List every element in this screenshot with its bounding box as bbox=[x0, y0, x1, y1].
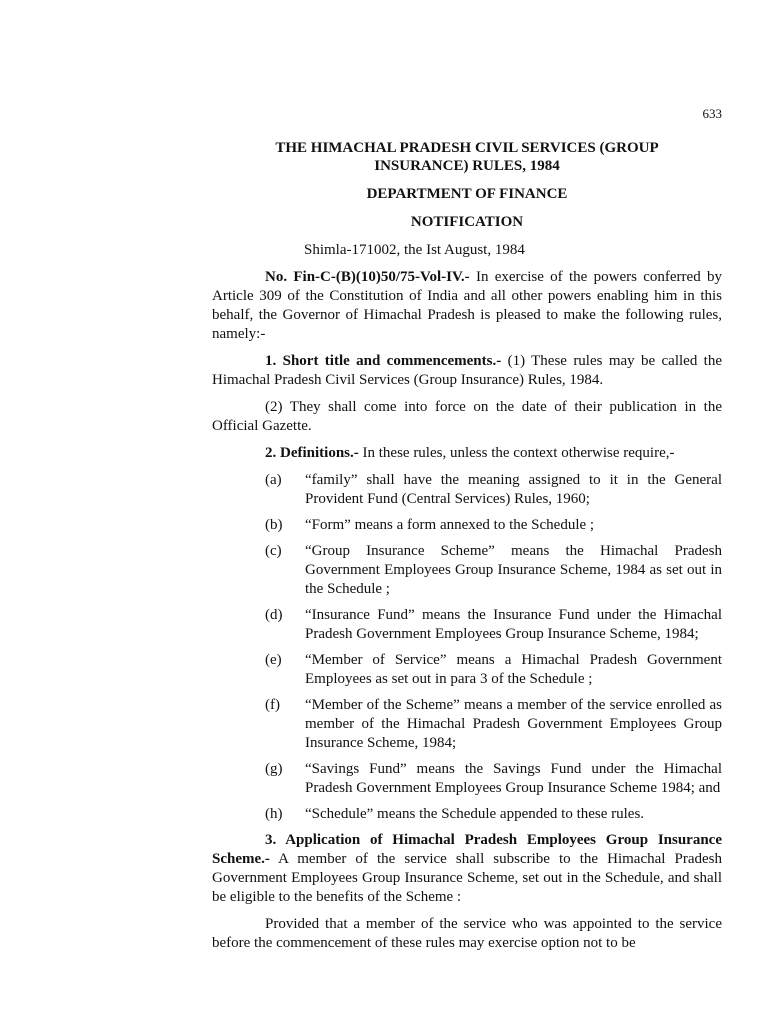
title-line-2: INSURANCE) RULES, 1984 bbox=[374, 158, 560, 174]
rule-2-paragraph bbox=[212, 444, 722, 463]
definition-item bbox=[212, 760, 722, 798]
rule-2-heading: 2. Definitions.- bbox=[265, 445, 359, 461]
clause-text: “family” shall have the meaning assigned to it in the General Provident Fund (Central Services) Rules, 1960; bbox=[305, 472, 722, 507]
definition-item bbox=[212, 516, 722, 535]
preamble-text: In exercise of the powers conferred by Article 309 of the Constitution of India and all other powers enabling him in this behalf, the Governor of Himachal Pradesh is pleased to make the following rules, namely:- bbox=[212, 269, 723, 342]
clause-marker: (e) bbox=[265, 652, 282, 668]
definition-item bbox=[212, 651, 722, 689]
page-content bbox=[212, 104, 722, 961]
clause-text: “Member of the Scheme” means a member of the service enrolled as member of the Himachal Pradesh Government Employees Group Insurance Scheme, 1984; bbox=[305, 697, 722, 751]
rule-3-heading: 3. Application of Himachal Pradesh Employees Group Insurance Scheme.- bbox=[212, 832, 722, 867]
rule-1-heading: 1. Short title and commencements.- bbox=[265, 353, 502, 369]
rule-1-paragraph bbox=[212, 352, 722, 390]
clause-marker: (b) bbox=[265, 517, 283, 533]
rule-2-text: In these rules, unless the context otherwise require,- bbox=[358, 445, 675, 461]
dateline: Shimla-171002, the Ist August, 1984 bbox=[304, 242, 525, 258]
definition-item bbox=[212, 542, 722, 599]
clause-marker: (g) bbox=[265, 761, 283, 777]
clause-marker: (h) bbox=[265, 806, 283, 822]
definition-item bbox=[212, 805, 722, 824]
clause-text: “Member of Service” means a Himachal Pradesh Government Employees as set out in para 3 of the Schedule ; bbox=[305, 652, 722, 687]
title-line-1: THE HIMACHAL PRADESH CIVIL SERVICES (GROUP bbox=[275, 140, 659, 156]
preamble-paragraph bbox=[212, 268, 722, 344]
rule-3-proviso: Provided that a member of the service who was appointed to the service before the commencement of these rules may exercise option not to be bbox=[212, 916, 722, 951]
definition-item bbox=[212, 696, 722, 753]
clause-marker: (c) bbox=[265, 543, 282, 559]
rule-1-sub-2: (2) They shall come into force on the date of their publication in the Official Gazette. bbox=[212, 399, 722, 434]
clause-text: “Insurance Fund” means the Insurance Fund under the Himachal Pradesh Government Employees Group Insurance Scheme, 1984; bbox=[305, 607, 722, 642]
clause-text: “Schedule” means the Schedule appended to these rules. bbox=[305, 806, 645, 822]
definition-list bbox=[212, 471, 722, 824]
page-number: 633 bbox=[702, 106, 722, 121]
definition-item bbox=[212, 471, 722, 509]
department-heading: DEPARTMENT OF FINANCE bbox=[366, 186, 568, 202]
rule-1-text: (1) These rules may be called the Himachal Pradesh Civil Services (Group Insurance) Rules, 1984. bbox=[212, 353, 723, 388]
clause-text: “Group Insurance Scheme” means the Himachal Pradesh Government Employees Group Insurance Scheme, 1984 as set out in the Schedule ; bbox=[305, 543, 722, 597]
clause-text: “Savings Fund” means the Savings Fund under the Himachal Pradesh Government Employees Group Insurance Scheme 1984; and bbox=[305, 761, 722, 796]
definition-item bbox=[212, 606, 722, 644]
clause-marker: (f) bbox=[265, 697, 280, 713]
notification-heading: NOTIFICATION bbox=[410, 214, 524, 230]
clause-text: “Form” means a form annexed to the Schedule ; bbox=[305, 517, 595, 533]
clause-marker: (d) bbox=[265, 607, 283, 623]
rule-3-paragraph bbox=[212, 831, 722, 907]
rule-3-text: A member of the service shall subscribe to the Himachal Pradesh Government Employees Group Insurance Scheme, set out in the Schedule, and shall be eligible to the benefits of the Scheme : bbox=[212, 851, 722, 905]
document-title bbox=[212, 139, 722, 175]
clause-marker: (a) bbox=[265, 472, 282, 488]
notification-number: No. Fin-C-(B)(10)50/75-Vol-IV.- bbox=[265, 269, 470, 285]
